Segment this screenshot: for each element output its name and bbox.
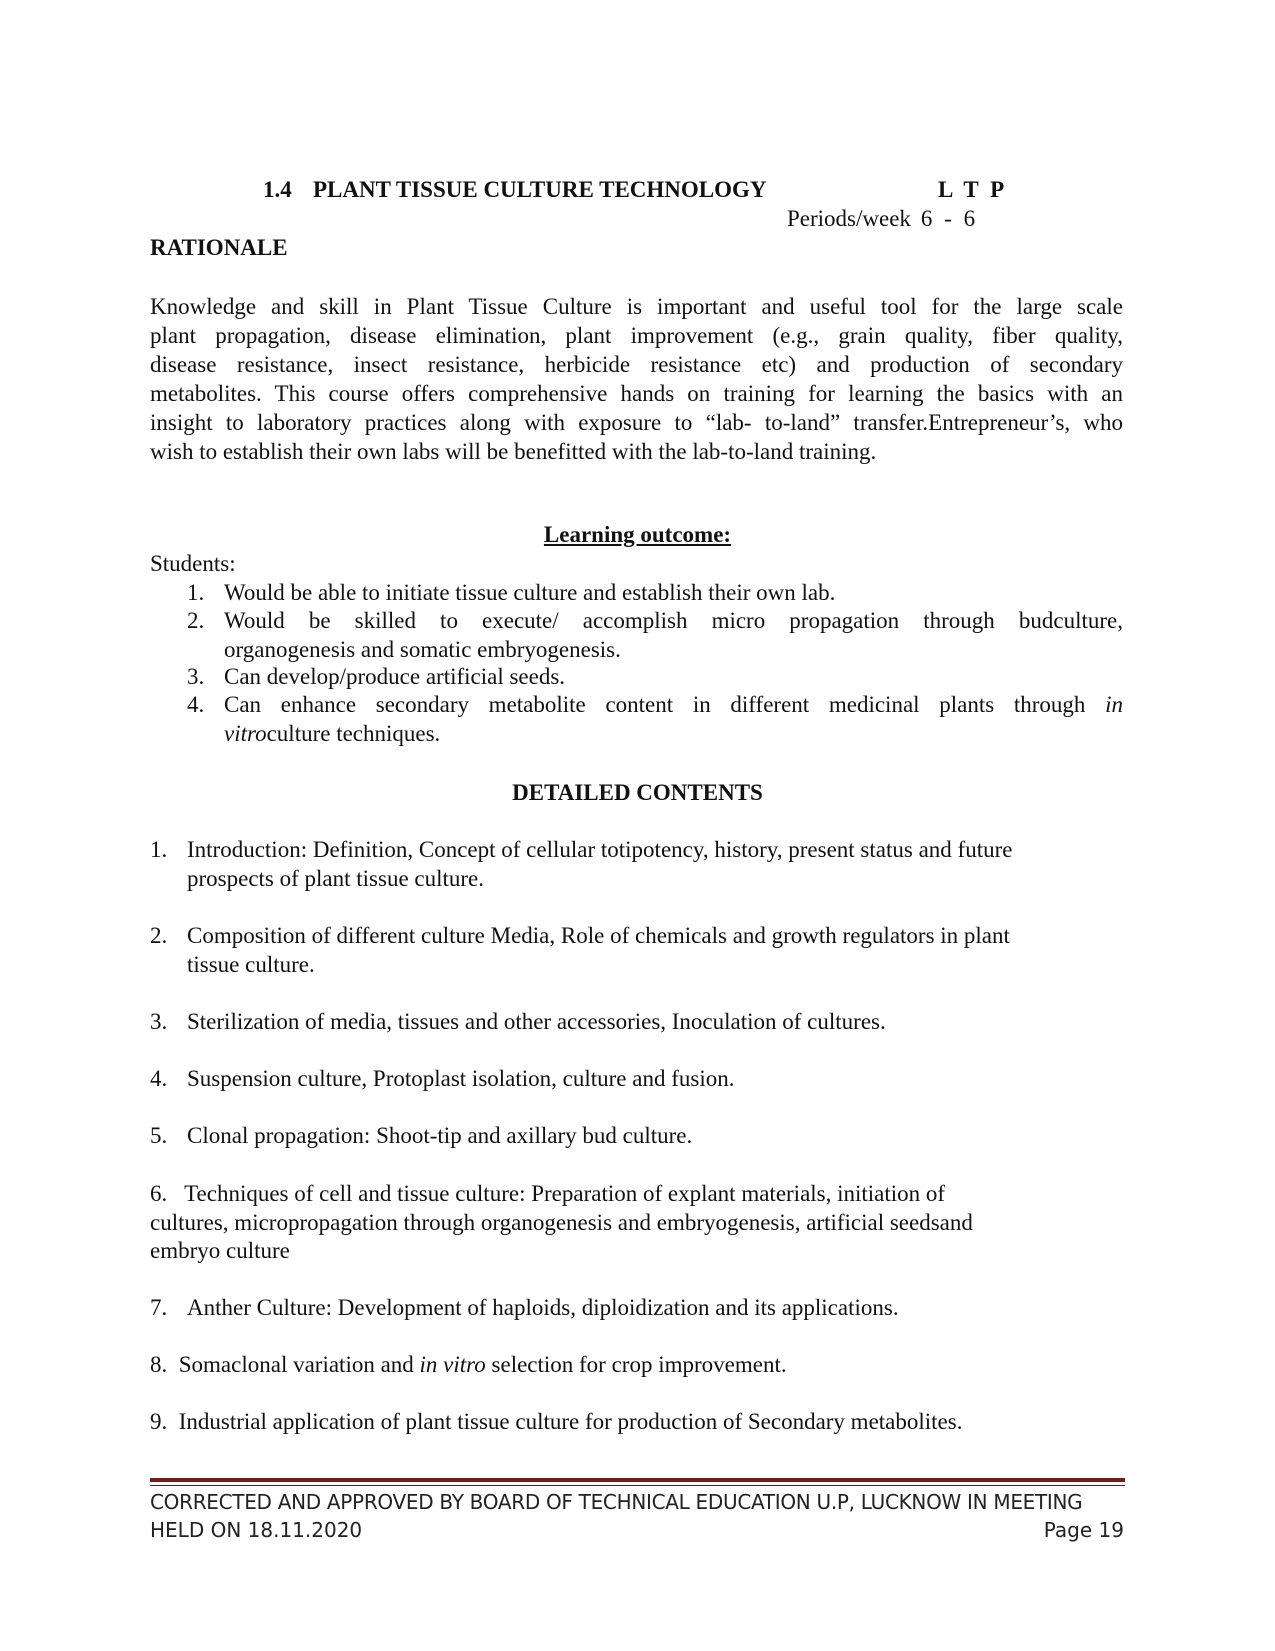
content-item-number: 6. [150, 1181, 168, 1206]
course-title-text: PLANT TISSUE CULTURE TECHNOLOGY [313, 177, 767, 202]
list-item-text-part: Can enhance secondary metabolite content in different medicinal plants through [224, 692, 1086, 717]
content-item-text: prospects of plant tissue culture. [187, 865, 485, 891]
content-item-text: embryo culture [150, 1238, 290, 1263]
list-item-text: Can develop/produce artificial seeds. [224, 664, 566, 689]
list-item-text: Would be skilled to execute/ accomplish micro propagation through budculture, [224, 608, 1123, 633]
list-item-text: Would be able to initiate tissue culture and establish their own lab. [224, 580, 836, 605]
rationale-line: metabolites. This course offers comprehensive hands on training for learning the basics with an [150, 381, 1123, 406]
list-item-text-part: culture techniques. [266, 720, 441, 746]
content-item-number: 8. [150, 1352, 168, 1377]
footer-rule [150, 1478, 1125, 1482]
course-number: 1.4 [263, 177, 292, 202]
list-item-italic: vitro [224, 720, 267, 746]
learning-outcome-heading: Learning outcome: [543, 522, 732, 547]
content-item-number: 5. [150, 1123, 168, 1148]
content-item [150, 1351, 1110, 1380]
rationale-line: insight to laboratory practices along with exposure to “lab- to-land” transfer.Entrepreneur’s, who [150, 410, 1123, 435]
rationale-line: plant propagation, disease elimination, plant improvement (e.g., grain quality, fiber quality, [150, 323, 1123, 348]
content-item-number: 3. [150, 1009, 168, 1034]
footer-date-text: HELD ON 18.11.2020 [150, 1518, 363, 1542]
list-item-text [224, 691, 1123, 720]
ltp-label: L T P [938, 177, 1005, 202]
content-item-number: 2. [150, 923, 168, 948]
content-item-number: 1. [150, 837, 168, 862]
detailed-contents-heading: DETAILED CONTENTS [512, 780, 763, 805]
rationale-line: Knowledge and skill in Plant Tissue Culture is important and useful tool for the large scale [150, 294, 1123, 319]
content-item-text: 9. Industrial application of plant tissue culture for production of Secondary metabolites. [150, 1409, 963, 1434]
course-title [263, 177, 767, 203]
content-item-text: Suspension culture, Protoplast isolation, culture and fusion. [187, 1066, 735, 1091]
list-item-number: 2. [187, 608, 205, 633]
content-item-text: Composition of different culture Media, Role of chemicals and growth regulators in plant [187, 923, 1010, 948]
content-item-text: cultures, micropropagation through organogenesis and embryogenesis, artificial seedsand [150, 1209, 973, 1235]
footer-approval-text: CORRECTED AND APPROVED BY BOARD OF TECHNICAL EDUCATION U.P, LUCKNOW IN MEETING [150, 1490, 1083, 1514]
periods-values: 6 - 6 [920, 206, 976, 231]
content-item-text: 6. Techniques of cell and tissue culture: Preparation of explant materials, initiation of [150, 1181, 946, 1206]
content-item [150, 1180, 1110, 1266]
content-item-text: 8. Somaclonal variation and in vitro selection for crop improvement. [150, 1352, 787, 1377]
periods-per-week [787, 206, 975, 232]
content-item-text: Introduction: Definition, Concept of cellular totipotency, history, present status and future [187, 837, 1013, 862]
list-item-number: 1. [187, 580, 205, 605]
periods-label: Periods/week [787, 206, 911, 231]
content-item-text: Sterilization of media, tissues and other accessories, Inoculation of cultures. [187, 1009, 886, 1034]
content-item-italic: in vitro [419, 1352, 486, 1377]
content-item-number: 9. [150, 1409, 168, 1434]
rationale-line: disease resistance, insect resistance, herbicide resistance etc) and production of secondary [150, 352, 1123, 377]
rationale-paragraph [150, 293, 1123, 467]
rationale-line: wish to establish their own labs will be benefitted with the lab-to-land training. [150, 439, 877, 464]
list-item-number: 3. [187, 664, 205, 689]
content-item-number: 7. [150, 1295, 168, 1320]
rationale-heading: RATIONALE [150, 235, 288, 260]
content-item-text: Clonal propagation: Shoot-tip and axillary bud culture. [187, 1123, 693, 1148]
page-number: Page 19 [1043, 1518, 1124, 1542]
content-item-text: Anther Culture: Development of haploids, diploidization and its applications. [187, 1295, 899, 1320]
list-item-number: 4. [187, 692, 205, 717]
list-item-italic: in [1105, 692, 1124, 717]
list-item-text: organogenesis and somatic embryogenesis. [224, 636, 621, 662]
content-item [150, 1408, 1110, 1437]
footer-rule-thin [150, 1485, 1125, 1486]
content-item-number: 4. [150, 1066, 168, 1091]
list-item-text [224, 720, 1123, 749]
learning-outcome-intro: Students: [150, 551, 236, 576]
content-item-text: tissue culture. [187, 951, 315, 977]
